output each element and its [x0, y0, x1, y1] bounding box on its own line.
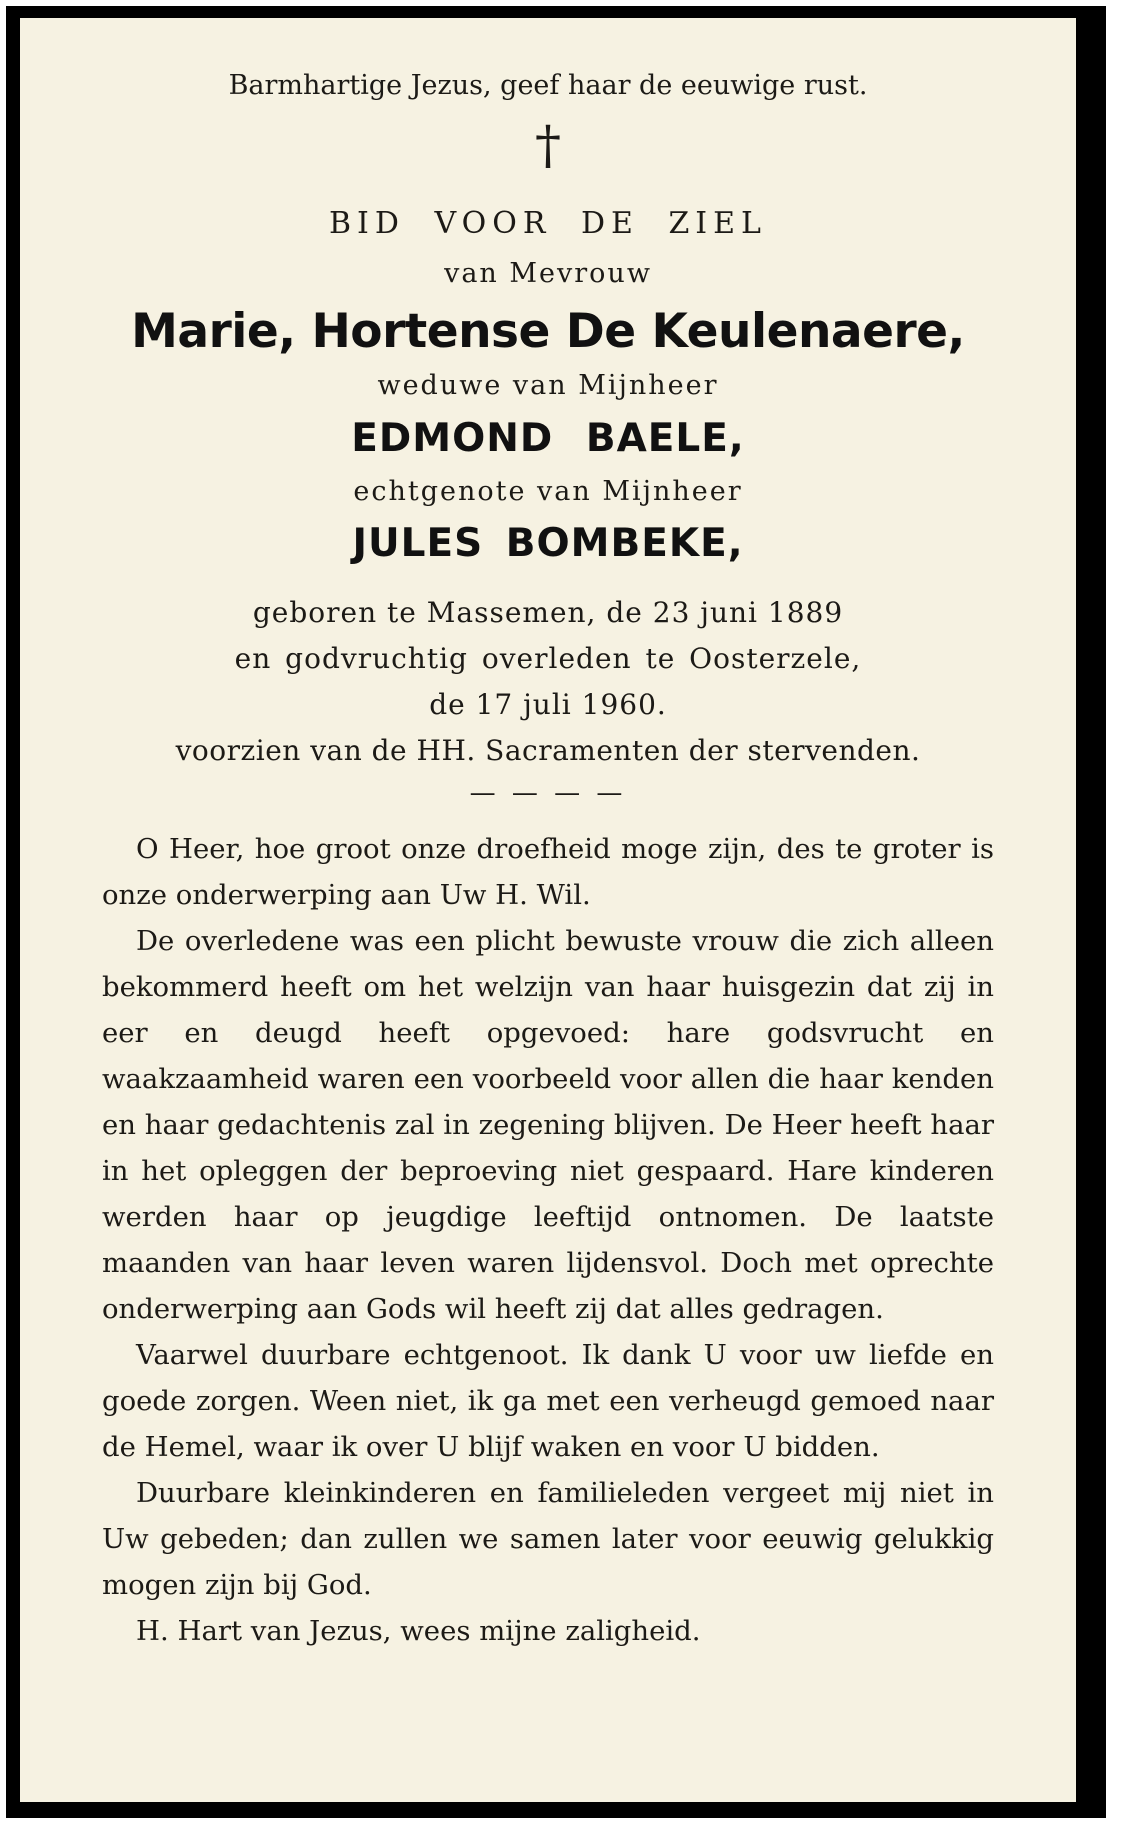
death-date: de 17 juli 1960.: [429, 688, 667, 721]
opening-prayer: Barmhartige Jezus, geef haar de eeuwige rust.: [228, 70, 868, 101]
divider: — — — —: [469, 778, 627, 808]
memorial-text: [102, 826, 994, 1654]
deceased-name: Marie, Hortense De Keulenaere,: [131, 304, 965, 359]
widow-of-label: weduwe van Mijnheer: [377, 370, 719, 401]
paragraph-3: Vaarwel duurbare echtgenoot. Ik dank U voor uw liefde en goede zorgen. Ween niet, ik ga met een verheugd gemoed naar de Hemel, waar ik over U blijf waken en voor U bidden.: [102, 1339, 994, 1463]
sacraments-line: voorzien van de HH. Sacramenten der stervenden.: [175, 734, 921, 767]
memorial-card-border: [6, 6, 1106, 1818]
second-husband-name: JULES BOMBEKE,: [352, 521, 744, 566]
paragraph-4: Duurbare kleinkinderen en familieleden vergeet mij niet in Uw gebeden; dan zullen we samen later voor eeuwig gelukkig mogen zijn bij God.: [102, 1477, 994, 1601]
death-line: en godvruchtig overleden te Oosterzele,: [234, 642, 862, 675]
paragraph-2: De overledene was een plicht bewuste vrouw die zich alleen bekommerd heeft om het welzijn van haar huisgezin dat zij in eer en deugd heeft opgevoed: hare godsvrucht en waakzaamheid waren een voorbeeld voor allen die haar kenden en haar gedachtenis zal in zegening blijven. De Heer heeft haar in het opleggen der beproeving niet gespaard. Hare kinderen werden haar op jeugdige leeftijd ontnomen. De laatste maanden van haar leven waren lijdensvol. Doch met oprechte onderwerping aan Gods wil heeft zij dat alles gedragen.: [102, 925, 994, 1325]
paragraph-1: O Heer, hoe groot onze droefheid moge zijn, des te groter is onze onderwerping aan Uw H. Wil.: [102, 833, 994, 911]
memorial-card: [20, 18, 1076, 1802]
birth-line: geboren te Massemen, de 23 juni 1889: [252, 596, 844, 629]
van-mevrouw: van Mevrouw: [444, 258, 652, 289]
cross-icon: †: [535, 116, 561, 176]
closing-prayer: H. Hart van Jezus, wees mijne zaligheid.: [136, 1615, 701, 1647]
spouse-of-label: echtgenote van Mijnheer: [353, 476, 743, 507]
first-husband-name: EDMOND BAELE,: [351, 416, 745, 461]
bid-heading: BID VOOR DE ZIEL: [329, 206, 767, 241]
